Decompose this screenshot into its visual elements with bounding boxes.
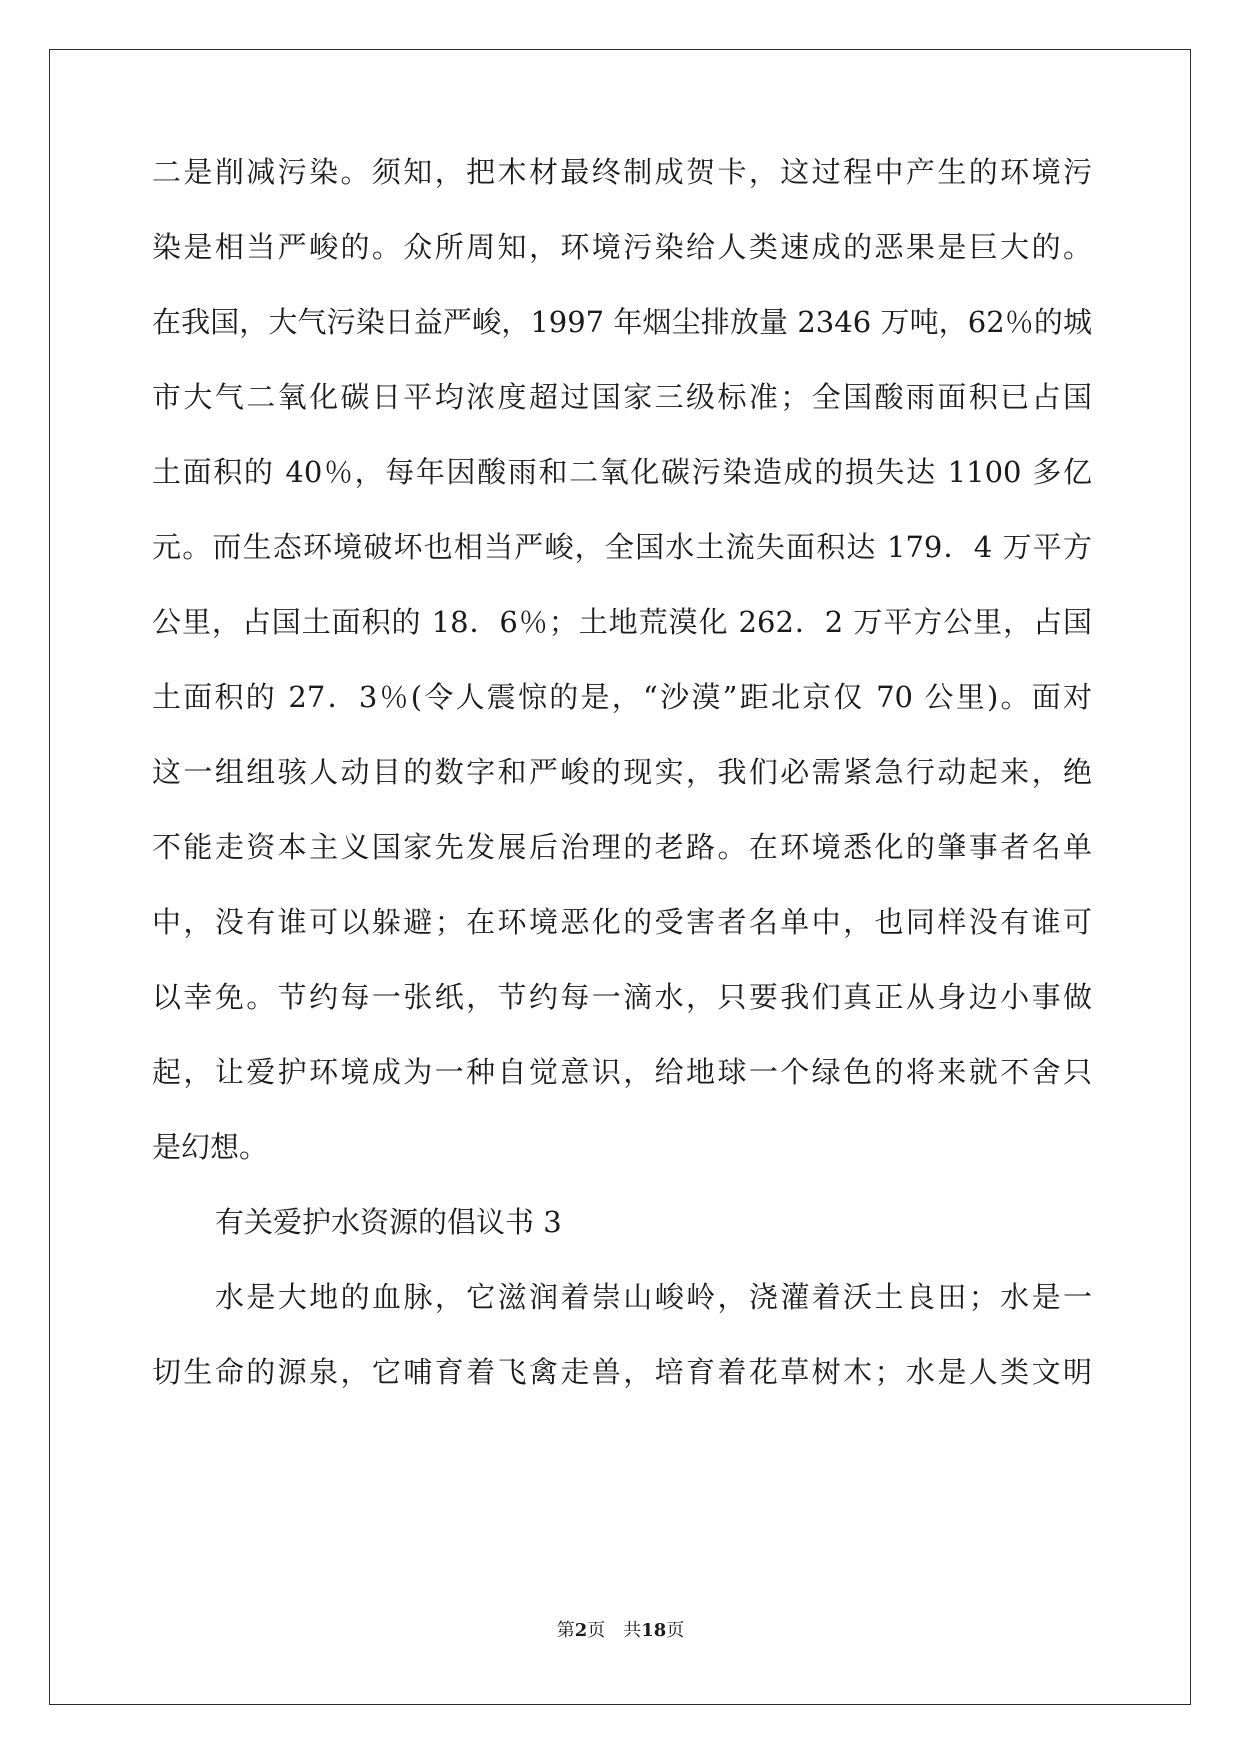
body-line: 市大气二氧化碳日平均浓度超过国家三级标准；全国酸雨面积已占国 bbox=[152, 380, 1092, 414]
page-current: 2 bbox=[574, 1620, 588, 1641]
body-line: 切生命的源泉，它哺育着飞禽走兽，培育着花草树木；水是人类文明 bbox=[152, 1355, 1092, 1389]
body-line: 土面积的 27．3％(令人震惊的是，“沙漠”距北京仅 70 公里)。面对 bbox=[152, 680, 1092, 714]
body-line: 染是相当严峻的。众所周知，环境污染给人类速成的恶果是巨大的。 bbox=[152, 230, 1092, 264]
body-line: 元。而生态环境破坏也相当严峻，全国水土流失面积达 179．4 万平方 bbox=[152, 530, 1092, 564]
body-line: 土面积的 40％，每年因酸雨和二氧化碳污染造成的损失达 1100 多亿 bbox=[152, 455, 1092, 489]
page-border bbox=[49, 49, 1191, 1705]
body-line: 中，没有谁可以躲避；在环境恶化的受害者名单中，也同样没有谁可 bbox=[152, 905, 1092, 939]
body-line: 不能走资本主义国家先发展后治理的老路。在环境悉化的肇事者名单 bbox=[152, 830, 1092, 864]
body-line: 起，让爱护环境成为一种自觉意识，给地球一个绿色的将来就不舍只 bbox=[152, 1055, 1092, 1089]
body-line: 二是削减污染。须知，把木材最终制成贺卡，这过程中产生的环境污 bbox=[152, 155, 1092, 189]
total-suffix: 页 bbox=[666, 1620, 685, 1641]
page-total: 18 bbox=[641, 1620, 667, 1641]
body-line: 这一组组骇人动目的数字和严峻的现实，我们必需紧急行动起来，绝 bbox=[152, 755, 1092, 789]
body-line: 以幸免。节约每一张纸，节约每一滴水，只要我们真正从身边小事做 bbox=[152, 980, 1092, 1014]
page-suffix: 页 bbox=[587, 1620, 606, 1641]
body-line: 在我国，大气污染日益严峻，1997 年烟尘排放量 2346 万吨，62％的城 bbox=[152, 305, 1092, 339]
page-prefix: 第 bbox=[556, 1620, 575, 1641]
body-line: 公里，占国土面积的 18．6％；土地荒漠化 262．2 万平方公里，占国 bbox=[152, 605, 1092, 639]
total-prefix: 共 bbox=[623, 1620, 642, 1641]
page-footer bbox=[0, 1620, 1241, 1642]
body-line: 水是大地的血脉，它滋润着崇山峻岭，浇灌着沃土良田；水是一 bbox=[215, 1280, 1092, 1314]
body-line: 是幻想。 bbox=[152, 1130, 269, 1164]
section-heading: 有关爱护水资源的倡议书 3 bbox=[215, 1205, 562, 1239]
